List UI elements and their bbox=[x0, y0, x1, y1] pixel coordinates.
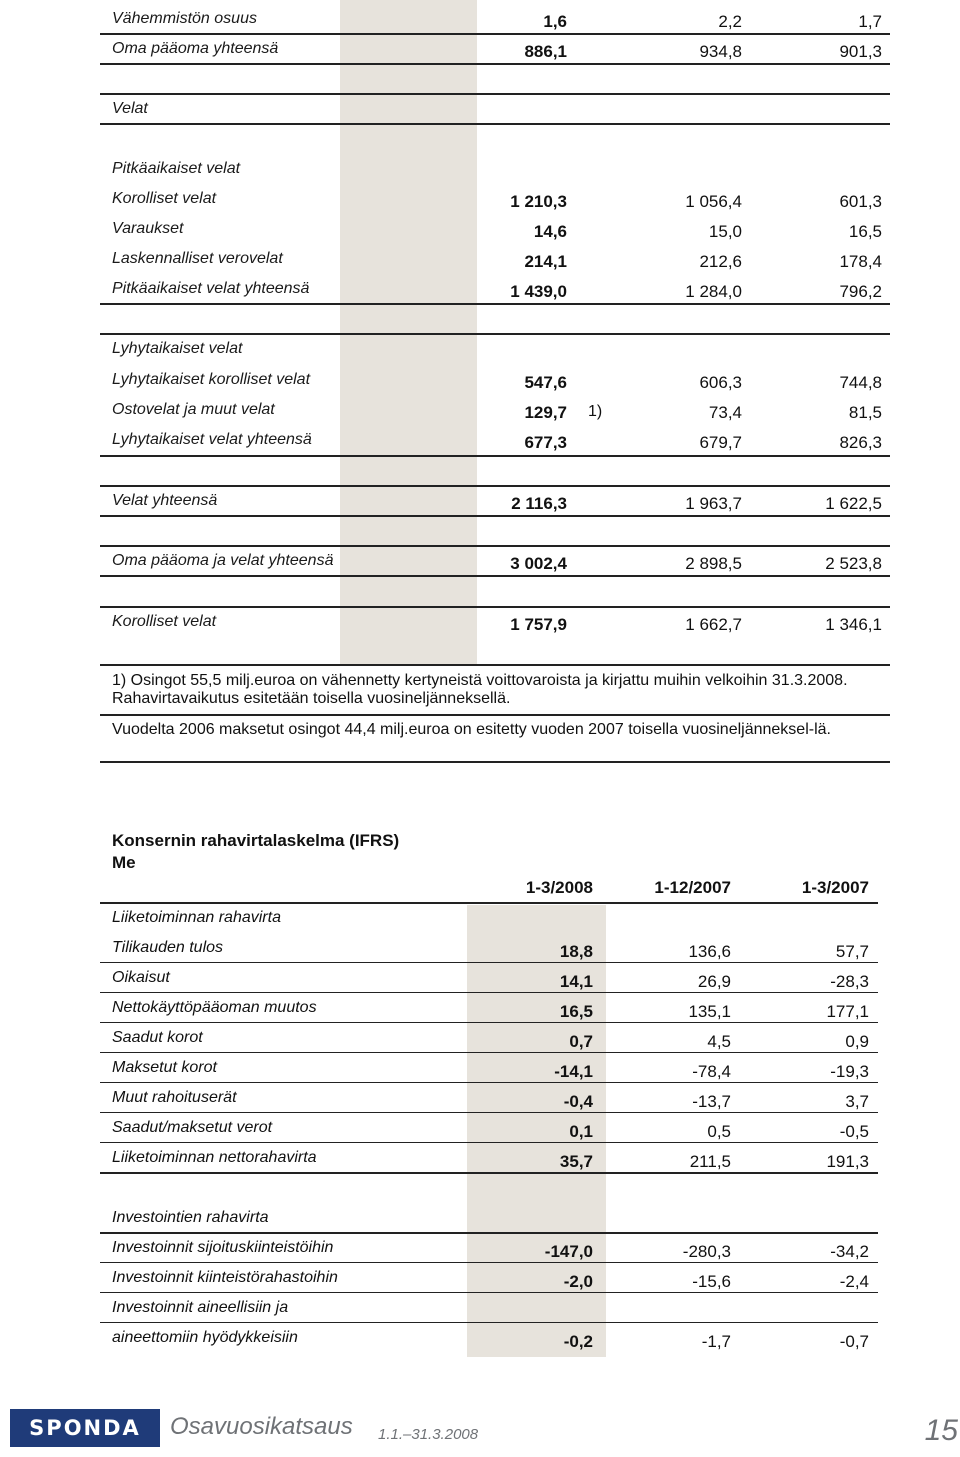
value-1-3-2008: 129,7 bbox=[524, 403, 567, 422]
value-1-3-2007: 2 523,8 bbox=[825, 554, 882, 573]
section-heading: Investointien rahavirta bbox=[112, 1209, 269, 1226]
value-1-3-2007: 826,3 bbox=[839, 433, 882, 452]
row-divider bbox=[100, 606, 890, 608]
section-heading: Velat bbox=[112, 100, 148, 117]
section-heading: Pitkäaikaiset velat bbox=[112, 160, 241, 177]
row-divider bbox=[100, 1052, 878, 1053]
value-1-3-2008: 14,1 bbox=[559, 972, 593, 991]
value-1-12-2007: 1 056,4 bbox=[685, 192, 742, 211]
column-header: 1-3/2007 bbox=[801, 878, 869, 897]
value-1-12-2007: 606,3 bbox=[699, 373, 742, 392]
row-label: Oma pääoma ja velat yhteensä bbox=[112, 552, 334, 569]
row-divider bbox=[100, 1022, 878, 1023]
footnote-2: Vuodelta 2006 maksetut osingot 44,4 milj.euroa on esitetty vuoden 2007 toisella vuosineljänneksel-lä. bbox=[112, 721, 831, 738]
value-1-3-2008: -0,4 bbox=[563, 1092, 593, 1111]
cashflow-column-headers bbox=[100, 873, 878, 903]
row-divider bbox=[100, 545, 890, 547]
table-row bbox=[100, 545, 890, 575]
value-1-3-2007: 1 346,1 bbox=[825, 615, 882, 634]
value-1-3-2007: -2,4 bbox=[839, 1272, 869, 1291]
row-label: Vähemmistön osuus bbox=[112, 10, 257, 27]
section-heading: Lyhytaikaiset velat bbox=[112, 340, 243, 357]
table-row bbox=[100, 1232, 878, 1262]
value-1-3-2008: 1 210,3 bbox=[510, 192, 567, 211]
table-row bbox=[100, 3, 890, 33]
value-1-12-2007: -280,3 bbox=[682, 1242, 731, 1261]
row-label: Investoinnit kiinteistörahastoihin bbox=[112, 1269, 338, 1286]
row-label: Lyhytaikaiset velat yhteensä bbox=[112, 431, 312, 448]
value-1-3-2008: 16,5 bbox=[559, 1002, 593, 1021]
document-title: Osavuosikatsaus bbox=[170, 1413, 353, 1440]
row-divider bbox=[100, 1172, 878, 1174]
value-1-3-2008: 214,1 bbox=[524, 252, 567, 271]
value-1-12-2007: 135,1 bbox=[688, 1002, 731, 1021]
column-header: 1-12/2007 bbox=[654, 878, 731, 897]
value-1-3-2008: 547,6 bbox=[524, 373, 567, 392]
logo-text: SPONDA bbox=[29, 1416, 141, 1440]
row-divider bbox=[100, 1262, 878, 1263]
value-1-12-2007: 1 963,7 bbox=[685, 494, 742, 513]
row-label: Liiketoiminnan nettorahavirta bbox=[112, 1149, 317, 1166]
row-label: Maksetut korot bbox=[112, 1059, 217, 1076]
value-1-3-2007: 178,4 bbox=[839, 252, 882, 271]
row-divider bbox=[100, 1142, 878, 1143]
table-row bbox=[100, 1052, 878, 1082]
value-1-3-2007: -0,7 bbox=[839, 1332, 869, 1351]
value-1-3-2008: -14,1 bbox=[554, 1062, 593, 1081]
value-1-3-2008: 35,7 bbox=[559, 1152, 593, 1171]
value-1-3-2007: -19,3 bbox=[830, 1062, 869, 1081]
report-period: 1.1.–31.3.2008 bbox=[378, 1426, 479, 1443]
value-1-3-2007: 796,2 bbox=[839, 282, 882, 301]
row-divider bbox=[100, 93, 890, 95]
row-label: Muut rahoituserät bbox=[112, 1089, 237, 1106]
value-1-12-2007: -78,4 bbox=[692, 1062, 731, 1081]
row-divider bbox=[100, 1082, 878, 1083]
row-label: Varaukset bbox=[112, 220, 184, 237]
table-row bbox=[100, 1322, 878, 1352]
table-row bbox=[100, 33, 890, 63]
value-1-12-2007: 679,7 bbox=[699, 433, 742, 452]
table-row bbox=[100, 243, 890, 273]
row-label: aineettomiin hyödykkeisiin bbox=[112, 1329, 298, 1346]
row-divider bbox=[100, 123, 890, 125]
table-row bbox=[100, 1142, 878, 1172]
value-1-3-2008: -147,0 bbox=[544, 1242, 593, 1261]
row-divider bbox=[100, 575, 890, 577]
row-label: Ostovelat ja muut velat bbox=[112, 401, 275, 418]
table-row bbox=[100, 606, 890, 636]
row-divider bbox=[100, 761, 890, 763]
value-1-3-2008: 1,6 bbox=[543, 12, 567, 31]
value-1-12-2007: 211,5 bbox=[689, 1152, 731, 1171]
value-1-12-2007: 2,2 bbox=[718, 12, 742, 31]
value-1-12-2007: -15,6 bbox=[692, 1272, 731, 1291]
value-1-12-2007: 15,0 bbox=[708, 222, 742, 241]
value-1-3-2008: 0,7 bbox=[569, 1032, 593, 1051]
footnote-marker: 1) bbox=[588, 403, 603, 420]
cashflow-title: Konsernin rahavirtalaskelma (IFRS) bbox=[112, 831, 400, 850]
row-divider bbox=[100, 63, 890, 65]
row-label: Saadut korot bbox=[112, 1029, 203, 1046]
row-divider bbox=[100, 485, 890, 487]
value-1-3-2007: 1,7 bbox=[858, 12, 882, 31]
table-row bbox=[100, 992, 878, 1022]
value-1-3-2007: -0,5 bbox=[839, 1122, 869, 1141]
row-divider bbox=[100, 714, 890, 716]
value-1-3-2008: 0,1 bbox=[569, 1122, 593, 1141]
row-label: Velat yhteensä bbox=[112, 492, 218, 509]
row-divider bbox=[100, 33, 890, 35]
value-1-3-2008: 14,6 bbox=[533, 222, 567, 241]
value-1-12-2007: 4,5 bbox=[707, 1032, 731, 1051]
value-1-12-2007: -13,7 bbox=[692, 1092, 731, 1111]
cashflow-title-block bbox=[112, 830, 399, 874]
table-row bbox=[100, 1082, 878, 1112]
value-1-12-2007: 1 284,0 bbox=[685, 282, 742, 301]
table-row bbox=[100, 902, 878, 932]
row-divider bbox=[100, 962, 878, 963]
table-row bbox=[100, 364, 890, 394]
value-1-3-2007: 177,1 bbox=[826, 1002, 869, 1021]
row-label: Laskennalliset verovelat bbox=[112, 250, 283, 267]
table-row bbox=[100, 333, 890, 363]
value-1-3-2007: 0,9 bbox=[845, 1032, 869, 1051]
row-divider bbox=[100, 664, 890, 666]
cashflow-unit: Me bbox=[112, 853, 136, 872]
table-row bbox=[100, 1262, 878, 1292]
value-1-3-2007: -34,2 bbox=[830, 1242, 869, 1261]
value-1-3-2008: 1 439,0 bbox=[510, 282, 567, 301]
value-1-12-2007: 73,4 bbox=[708, 403, 742, 422]
value-1-3-2008: 1 757,9 bbox=[510, 615, 567, 634]
value-1-3-2007: 16,5 bbox=[848, 222, 882, 241]
table-row bbox=[100, 183, 890, 213]
row-divider bbox=[100, 333, 890, 335]
value-1-3-2008: 886,1 bbox=[524, 42, 567, 61]
table-row bbox=[100, 153, 890, 183]
table-row bbox=[100, 1202, 878, 1232]
value-1-3-2008: 3 002,4 bbox=[510, 554, 567, 573]
row-divider bbox=[100, 1112, 878, 1113]
row-divider bbox=[100, 515, 890, 517]
table-row bbox=[100, 93, 890, 123]
table-row bbox=[100, 962, 878, 992]
table-row bbox=[100, 213, 890, 243]
value-1-3-2007: 901,3 bbox=[839, 42, 882, 61]
table-row bbox=[100, 1112, 878, 1142]
table-row bbox=[100, 485, 890, 515]
value-1-3-2007: 744,8 bbox=[839, 373, 882, 392]
value-1-3-2007: 57,7 bbox=[835, 942, 869, 961]
row-divider bbox=[100, 1322, 878, 1323]
row-label: Investoinnit aineellisiin ja bbox=[112, 1299, 289, 1316]
sponda-logo bbox=[10, 1409, 160, 1447]
footnote-1: 1) Osingot 55,5 milj.euroa on vähennetty kertyneistä voittovaroista ja kirjattu muihin velkoihin 31.3.2008. Rahavirtavaikutus esitetään toisella vuosineljänneksellä. bbox=[112, 672, 848, 707]
value-1-3-2007: 3,7 bbox=[845, 1092, 869, 1111]
row-label: Oikaisut bbox=[112, 969, 170, 986]
value-1-3-2007: -28,3 bbox=[830, 972, 869, 991]
row-divider bbox=[100, 902, 878, 904]
row-divider bbox=[100, 992, 878, 993]
value-1-12-2007: 212,6 bbox=[699, 252, 742, 271]
row-label: Korolliset velat bbox=[112, 613, 217, 630]
value-1-3-2007: 1 622,5 bbox=[825, 494, 882, 513]
section-heading: Liiketoiminnan rahavirta bbox=[112, 909, 281, 926]
row-divider bbox=[100, 1232, 878, 1234]
row-label: Tilikauden tulos bbox=[112, 939, 224, 956]
value-1-12-2007: -1,7 bbox=[701, 1332, 731, 1351]
row-label: Oma pääoma yhteensä bbox=[112, 40, 279, 57]
value-1-3-2008: 18,8 bbox=[559, 942, 593, 961]
row-label: Pitkäaikaiset velat yhteensä bbox=[112, 280, 310, 297]
table-row bbox=[100, 394, 890, 424]
column-header: 1-3/2008 bbox=[525, 878, 593, 897]
page-number: 15 bbox=[924, 1414, 958, 1447]
value-1-3-2008: -2,0 bbox=[563, 1272, 593, 1291]
table-row bbox=[100, 932, 878, 962]
value-1-12-2007: 0,5 bbox=[707, 1122, 731, 1141]
value-1-3-2008: 2 116,3 bbox=[511, 494, 567, 513]
table-row bbox=[100, 424, 890, 454]
row-divider bbox=[100, 455, 890, 457]
row-divider bbox=[100, 303, 890, 305]
value-1-12-2007: 934,8 bbox=[699, 42, 742, 61]
table-row bbox=[100, 273, 890, 303]
value-1-3-2008: 677,3 bbox=[524, 433, 567, 452]
value-1-12-2007: 2 898,5 bbox=[685, 554, 742, 573]
table-row bbox=[100, 1022, 878, 1052]
row-divider bbox=[100, 1292, 878, 1293]
row-label: Korolliset velat bbox=[112, 190, 217, 207]
row-label: Investoinnit sijoituskiinteistöihin bbox=[112, 1239, 334, 1256]
table-row bbox=[100, 1292, 878, 1322]
value-1-3-2007: 601,3 bbox=[839, 192, 882, 211]
row-label: Nettokäyttöpääoman muutos bbox=[112, 999, 317, 1016]
value-1-12-2007: 136,6 bbox=[688, 942, 731, 961]
value-1-3-2007: 191,3 bbox=[826, 1152, 869, 1171]
value-1-3-2008: -0,2 bbox=[563, 1332, 593, 1351]
row-label: Saadut/maksetut verot bbox=[112, 1119, 273, 1136]
row-label: Lyhytaikaiset korolliset velat bbox=[112, 371, 311, 388]
value-1-3-2007: 81,5 bbox=[848, 403, 882, 422]
value-1-12-2007: 1 662,7 bbox=[685, 615, 742, 634]
value-1-12-2007: 26,9 bbox=[697, 972, 731, 991]
